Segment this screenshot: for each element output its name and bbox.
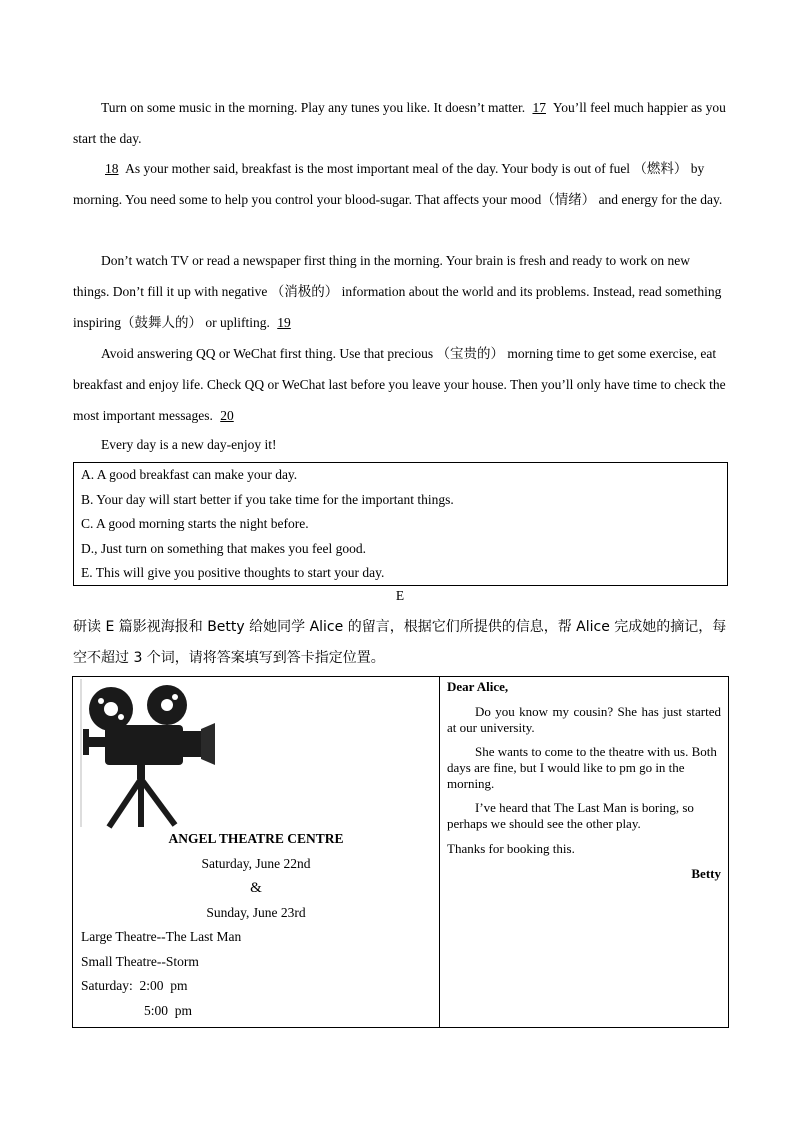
section-heading-e: E [395, 588, 405, 603]
answer-blank-17: 17 [532, 100, 546, 115]
answer-blank-19: 19 [277, 315, 291, 330]
answer-blank-18: 18 [105, 161, 119, 176]
poster-title: ANGEL THEATRE CENTRE [168, 831, 344, 846]
section-e-instruction: 研读 E 篇影视海报和 Betty 给她同学 Alice 的留言，根据它们所提供的信息，帮 Alice 完成她的摘记，每空不超过 3 个词，请将答案填写到答卡指定位置。 [73, 619, 727, 666]
paragraph-text: Every day is a new day-enjoy it! [101, 437, 277, 452]
option-b: B. Your day will start better if you take time for the important things. [81, 491, 454, 507]
poster-large-theatre: Large Theatre--The Last Man [81, 929, 242, 944]
betty-note [440, 677, 728, 1027]
paragraph-text: You’ll feel much happier as you start the day. [73, 100, 726, 146]
film-projector-icon [79, 679, 219, 829]
passage-paragraph-2 [73, 153, 728, 215]
theatre-poster [73, 677, 440, 1027]
option-c: C. A good morning starts the night before. [81, 516, 309, 531]
paragraph-text: Don’t watch TV or read a newspaper first thing in the morning. Your brain is fresh and ready to work on new things. Don’t fill it up with negative （消极的） information about the world and its problems. Instead, read something inspiring（鼓舞人的） or uplifting. [73, 253, 722, 330]
answer-blank-20: 20 [220, 408, 234, 423]
option-e: E. This will give you positive thoughts to start your day. [81, 565, 385, 580]
poster-saturday-time: Saturday: 2:00 pm [81, 978, 188, 993]
note-greeting: Dear Alice, [447, 679, 509, 694]
poster-date-2: Sunday, June 23rd [206, 905, 306, 920]
poster-small-theatre: Small Theatre--Storm [81, 954, 199, 969]
paragraph-text: As your mother said, breakfast is the most important meal of the day. Your body is out of fuel （燃料） by morning. You need some to help you control your blood-sugar. That affects your mood（情绪） and energy for the day. [73, 161, 723, 207]
option-a: A. A good breakfast can make your day. [81, 467, 298, 482]
passage-paragraph-1 [73, 92, 728, 154]
note-signature: Betty [691, 866, 721, 881]
note-paragraph-4: Thanks for booking this. [447, 841, 575, 856]
paragraph-text: Turn on some music in the morning. Play any tunes you like. It doesn’t matter. [101, 100, 526, 115]
paragraph-text: Avoid answering QQ or WeChat first thing. Use that precious （宝贵的） morning time to get some exercise, eat breakfast and enjoy life. Check QQ or WeChat last before you leave your house. Then you’ll only have time to check the most important messages. [73, 346, 726, 423]
note-paragraph-3: I’ve heard that The Last Man is boring, so perhaps we should see the other play. [447, 800, 694, 831]
passage-paragraph-4 [73, 338, 728, 431]
passage-paragraph-5 [73, 429, 728, 460]
option-d: D., Just turn on something that makes you feel good. [81, 540, 366, 556]
poster-note-table [72, 676, 729, 1028]
options-box [73, 462, 728, 586]
note-paragraph-2: She wants to come to the theatre with us. Both days are fine, but I would like to pm go in the morning. [447, 744, 717, 791]
poster-date-1: Saturday, June 22nd [201, 856, 311, 871]
poster-second-time: 5:00 pm [144, 1003, 193, 1018]
passage-paragraph-3 [73, 245, 728, 338]
note-paragraph-1: Do you know my cousin? She has just started at our university. [447, 704, 721, 735]
poster-ampersand: & [250, 880, 262, 896]
